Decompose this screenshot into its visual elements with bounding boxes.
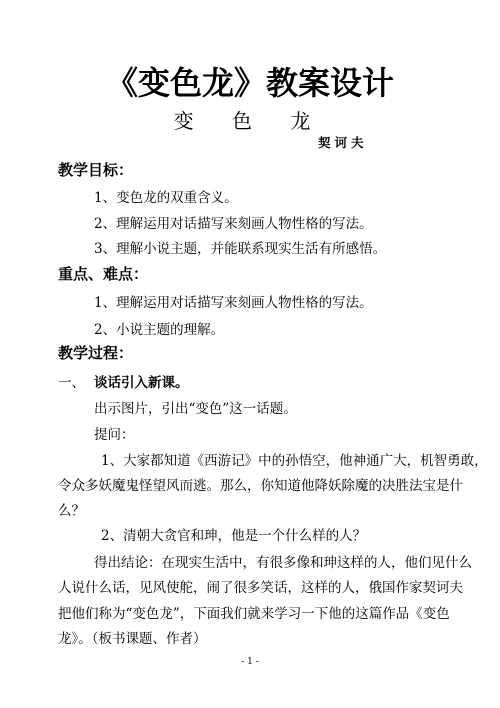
process-line-3: 1、大家都知道《西游记》中的孙悟空，他神通广大，机智勇敢， xyxy=(101,453,488,469)
process-heading: 教学过程： xyxy=(58,344,134,362)
process-line-9: 把他们称为“变色龙”，下面我们就来学习一下他的这篇作品《变色 xyxy=(58,606,450,622)
objective-item-1: 1、变色龙的双重含义。 xyxy=(94,190,238,206)
document-title: 《变色龙》教案设计 xyxy=(105,64,394,102)
process-line-4: 令众多妖魔鬼怪望风而逃。那么，你知道他降妖除魔的决胜法宝是什 xyxy=(58,478,463,494)
process-line-1: 出示图片，引出“变色”这一话题。 xyxy=(94,401,297,417)
process-line-7: 得出结论：在现实生活中，有很多像和珅这样的人，他们见什么 xyxy=(94,555,472,571)
key-point-item-1: 1、理解运用对话描写来刻画人物性格的写法。 xyxy=(94,295,373,311)
author-name: 契诃夫 xyxy=(318,135,368,150)
key-point-item-2: 2、小说主题的理解。 xyxy=(94,322,225,338)
process-line-2: 提问： xyxy=(94,427,135,443)
process-line-8: 人说什么话，见风使舵，闹了很多笑话，这样的人，俄国作家契诃夫 xyxy=(58,580,463,596)
page-number: - 1 - xyxy=(241,657,259,667)
key-points-heading: 重点、难点： xyxy=(58,265,149,283)
process-line-6: 2、清朝大贪官和珅，他是一个什么样的人？ xyxy=(101,528,367,544)
process-line-5: 么？ xyxy=(58,503,85,519)
objectives-heading: 教学目标： xyxy=(58,161,134,179)
objective-item-3: 3、理解小说主题，并能联系现实生活有所感悟。 xyxy=(94,241,387,257)
section-1-title: 谈话引入新课。 xyxy=(94,375,189,391)
section-1-number: 一、 xyxy=(58,375,85,391)
document-subtitle: 变 色 龙 xyxy=(173,109,327,133)
objective-item-2: 2、理解运用对话描写来刻画人物性格的写法。 xyxy=(94,216,373,232)
process-line-10: 龙》。（板书课题、作者） xyxy=(58,631,207,647)
